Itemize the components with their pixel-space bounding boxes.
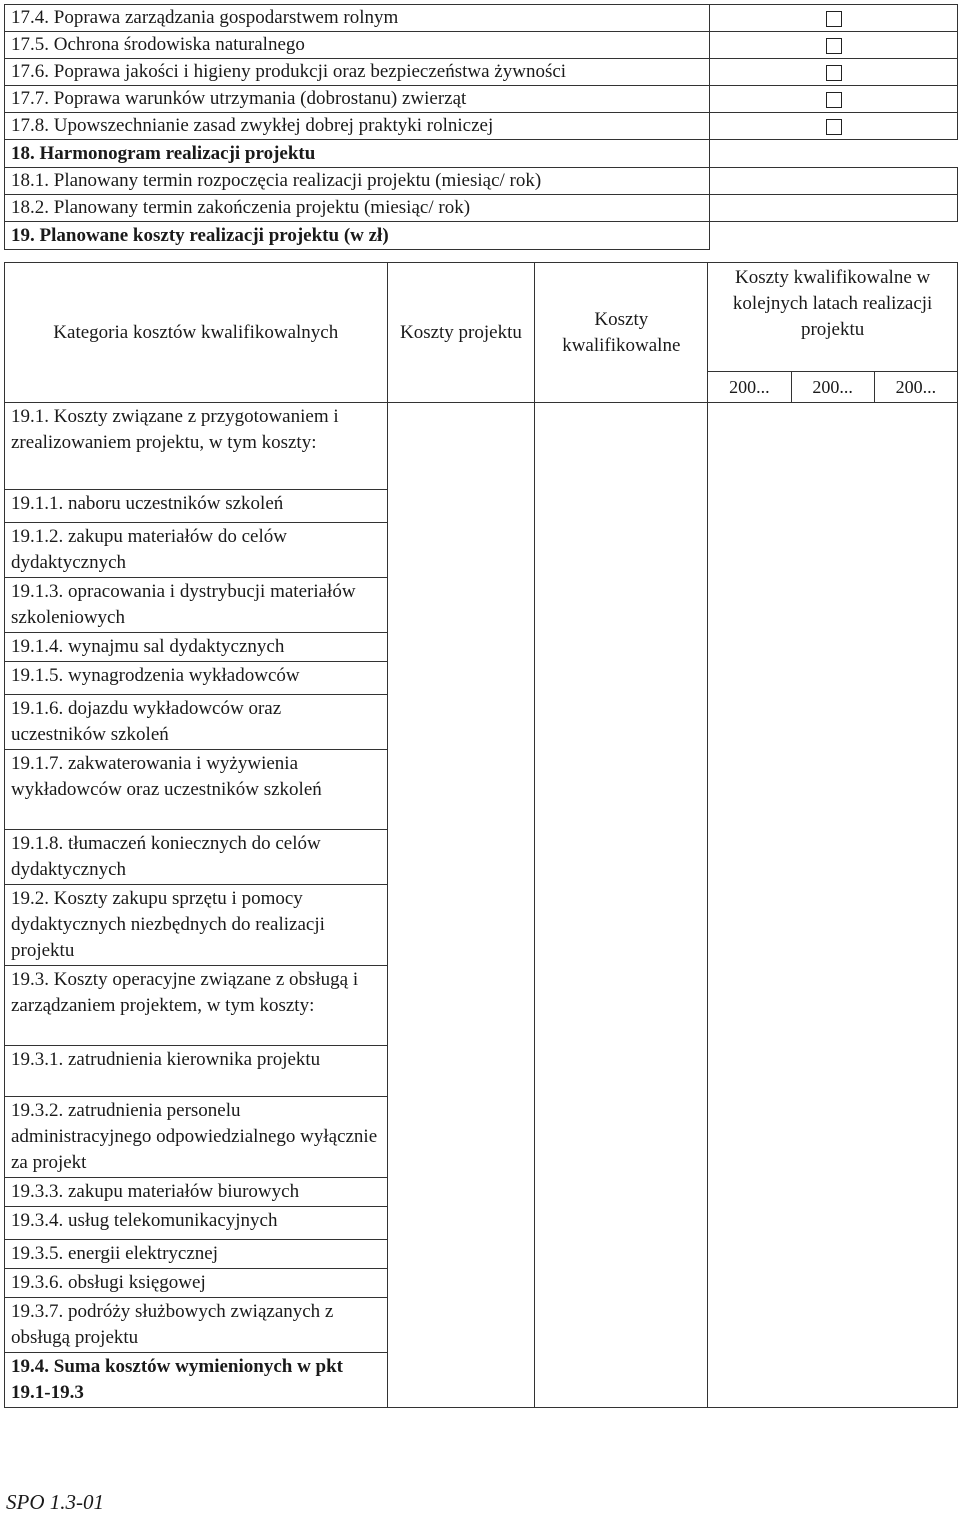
- cost-category-label: 19.4. Suma kosztów wymienionych w pkt 19.1-19.3: [5, 1353, 388, 1408]
- cost-category-label: 19.1.6. dojazdu wykładowców oraz uczestników szkoleń: [5, 695, 388, 750]
- cost-category-label: 19.1.7. zakwaterowania i wyżywienia wykładowców oraz uczestników szkoleń: [5, 750, 388, 830]
- objective-row: [5, 86, 958, 113]
- cost-category-label: 19.1.5. wynagrodzenia wykładowców: [5, 662, 388, 695]
- costs-title-value: [710, 222, 958, 250]
- cost-category-label: 19.3.2. zatrudnienia personelu administracyjnego odpowiedzialnego wyłącznie za projekt: [5, 1097, 388, 1178]
- objective-checkbox-cell: [710, 32, 958, 59]
- cost-category-label: 19.3.5. energii elektrycznej: [5, 1240, 388, 1269]
- form-code-footer: SPO 1.3-01: [6, 1490, 104, 1514]
- costs-header-row: [5, 263, 958, 372]
- objective-label: 17.8. Upowszechnianie zasad zwykłej dobrej praktyki rolniczej: [5, 113, 710, 140]
- costs-title-row: [5, 222, 958, 250]
- objectives-table-body: [5, 5, 958, 250]
- schedule-start-label-value[interactable]: [710, 168, 958, 195]
- objective-checkbox[interactable]: [826, 92, 842, 108]
- objective-label: 17.7. Poprawa warunków utrzymania (dobrostanu) zwierząt: [5, 86, 710, 113]
- objective-checkbox-cell: [710, 86, 958, 113]
- objective-row: [5, 5, 958, 32]
- cost-category-label: 19.1.4. wynajmu sal dydaktycznych: [5, 633, 388, 662]
- project-costs-column[interactable]: [387, 403, 535, 1408]
- cost-category-label: 19.3. Koszty operacyjne związane z obsługą i zarządzaniem projektem, w tym koszty:: [5, 966, 388, 1046]
- yearly-costs-column[interactable]: [708, 403, 958, 1408]
- year-label: 200...: [895, 377, 937, 397]
- cost-category-label: 19.3.6. obsługi księgowej: [5, 1269, 388, 1298]
- schedule-title: 18. Harmonogram realizacji projektu: [5, 140, 710, 168]
- header-project-costs: [387, 263, 535, 403]
- cost-category-label: 19.1. Koszty związane z przygotowaniem i zrealizowaniem projektu, w tym koszty:: [5, 403, 388, 490]
- cost-row: [5, 403, 958, 490]
- objective-checkbox[interactable]: [826, 11, 842, 27]
- objective-checkbox[interactable]: [826, 65, 842, 81]
- cost-category-label: 19.3.3. zakupu materiałów biurowych: [5, 1178, 388, 1207]
- header-eligible-costs-label: Koszty kwalifikowalne: [562, 308, 681, 356]
- objective-checkbox[interactable]: [826, 119, 842, 135]
- header-yearly-costs: Koszty kwalifikowalne w kolejnych latach realizacji projektu: [708, 263, 958, 372]
- years-grid: [708, 372, 957, 402]
- schedule-end-label-row: [5, 195, 958, 222]
- schedule-end-label-value[interactable]: [710, 195, 958, 222]
- objective-label: 17.4. Poprawa zarządzania gospodarstwem rolnym: [5, 5, 710, 32]
- objective-row: [5, 32, 958, 59]
- planned-costs-table: [4, 262, 958, 1408]
- objectives-and-schedule-table: [4, 4, 958, 250]
- cost-category-label: 19.1.2. zakupu materiałów do celów dydaktycznych: [5, 523, 388, 578]
- schedule-title-row: [5, 140, 958, 168]
- cost-category-label: 19.1.8. tłumaczeń koniecznych do celów dydaktycznych: [5, 830, 388, 885]
- header-eligible-costs: [535, 263, 708, 403]
- schedule-title-value: [710, 140, 958, 168]
- objective-row: [5, 59, 958, 86]
- objective-checkbox-cell: [710, 5, 958, 32]
- header-category: Kategoria kosztów kwalifikowalnych: [5, 263, 388, 403]
- year-label: 200...: [708, 372, 791, 402]
- schedule-end-label: 18.2. Planowany termin zakończenia projektu (miesiąc/ rok): [5, 195, 710, 222]
- objective-row: [5, 113, 958, 140]
- cost-category-label: 19.3.4. usług telekomunikacyjnych: [5, 1207, 388, 1240]
- eligible-costs-column[interactable]: [535, 403, 708, 1408]
- objective-label: 17.5. Ochrona środowiska naturalnego: [5, 32, 710, 59]
- cost-category-label: 19.1.3. opracowania i dystrybucji materiałów szkoleniowych: [5, 578, 388, 633]
- objective-checkbox-cell: [710, 59, 958, 86]
- cost-category-label: 19.3.7. podróży służbowych związanych z obsługą projektu: [5, 1298, 388, 1353]
- header-project-costs-label: Koszty projektu: [399, 321, 522, 343]
- objective-checkbox-cell: [710, 113, 958, 140]
- objective-checkbox[interactable]: [826, 38, 842, 54]
- year-label: 200...: [792, 372, 875, 402]
- schedule-start-label-row: [5, 168, 958, 195]
- costs-table-body: [5, 263, 958, 1408]
- cost-category-label: 19.2. Koszty zakupu sprzętu i pomocy dydaktycznych niezbędnych do realizacji projektu: [5, 885, 388, 966]
- years-cell: [708, 372, 958, 403]
- schedule-start-label: 18.1. Planowany termin rozpoczęcia realizacji projektu (miesiąc/ rok): [5, 168, 710, 195]
- cost-category-label: 19.3.1. zatrudnienia kierownika projektu: [5, 1046, 388, 1097]
- cost-category-label: 19.1.1. naboru uczestników szkoleń: [5, 490, 388, 523]
- costs-title: 19. Planowane koszty realizacji projektu (w zł): [5, 222, 710, 250]
- objective-label: 17.6. Poprawa jakości i higieny produkcji oraz bezpieczeństwa żywności: [5, 59, 710, 86]
